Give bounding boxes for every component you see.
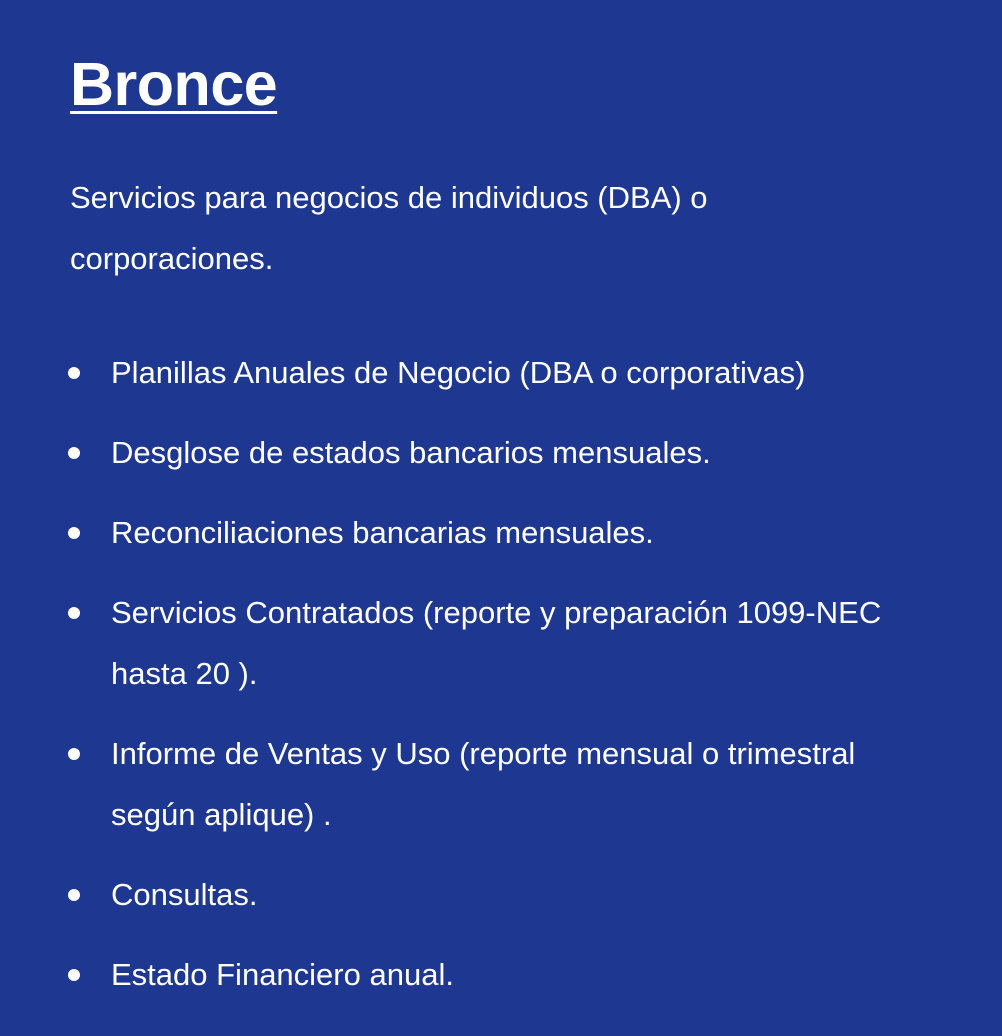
list-item [70,944,931,1005]
bullet-icon [68,969,80,981]
feature-text: Servicios Contratados (reporte y preparación 1099-NEC hasta 20 ). [111,595,882,691]
list-item [70,502,931,563]
bullet-icon [68,527,80,539]
bullet-icon [68,748,80,760]
list-item [70,864,931,925]
bullet-icon [68,447,80,459]
list-item [70,342,931,403]
bullet-icon [68,607,80,619]
feature-text: Reconciliaciones bancarias mensuales. [111,515,654,550]
feature-text: Planillas Anuales de Negocio (DBA o corporativas) [111,355,806,390]
feature-list [70,342,932,1005]
list-item [70,582,931,704]
feature-text: Estado Financiero anual. [111,957,454,992]
feature-text: Consultas. [111,877,258,912]
plan-title: Bronce [70,50,278,118]
list-item [70,422,931,483]
bullet-icon [68,367,80,379]
list-item [70,723,931,845]
bullet-icon [68,889,80,901]
plan-intro: Servicios para negocios de individuos (DBA) o corporaciones. [70,180,708,276]
feature-text: Desglose de estados bancarios mensuales. [111,435,711,470]
feature-text: Informe de Ventas y Uso (reporte mensual o trimestral según aplique) . [111,736,856,832]
